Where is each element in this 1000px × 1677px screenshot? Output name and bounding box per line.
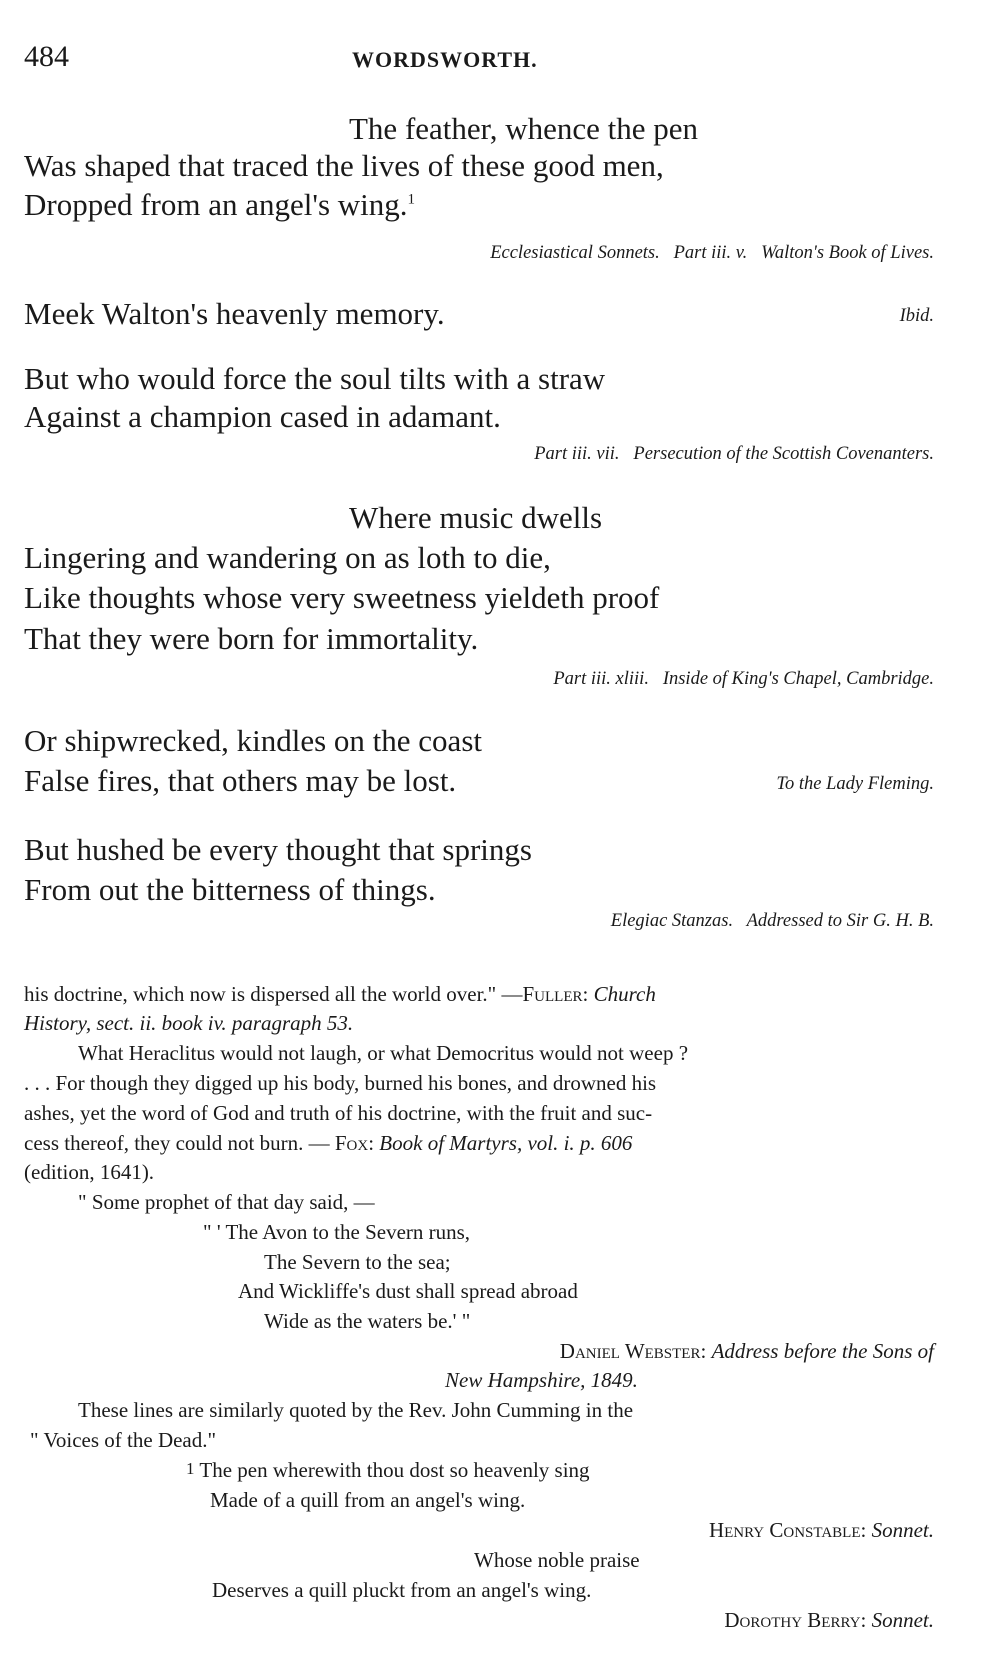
citation: Part iii. xliii. Inside of King's Chapel, Cambridge.: [553, 669, 934, 689]
separator: :: [860, 1608, 872, 1632]
footnote-line: [186, 1460, 590, 1481]
work-title: Address before the Sons of: [711, 1339, 934, 1363]
verse-line: But hushed be every thought that springs: [24, 832, 532, 867]
verse-line: That they were born for immortality.: [24, 621, 479, 656]
author-name: Dorothy Berry: [724, 1608, 861, 1632]
attribution: [724, 1610, 934, 1631]
work-title: Sonnet.: [871, 1608, 934, 1632]
citation: Ibid.: [899, 306, 934, 326]
verse-line: Lingering and wandering on as loth to die,: [24, 540, 551, 575]
verse-line: Against a champion cased in adamant.: [24, 399, 501, 434]
note-line: " Voices of the Dead.": [30, 1428, 217, 1452]
note-verse-line: The Severn to the sea;: [264, 1250, 451, 1274]
note-verse-line: And Wickliffe's dust shall spread abroad: [238, 1279, 578, 1303]
footnote-text: The pen wherewith thou dost so heavenly sing: [199, 1458, 590, 1482]
page-number: 484: [24, 40, 69, 73]
verse-text: Dropped from an angel's wing.: [24, 187, 408, 222]
citation: Part iii. vii. Persecution of the Scottish Covenanters.: [534, 444, 934, 464]
author-name: Henry Constable: [708, 1518, 861, 1542]
footnote-line: Whose noble praise: [474, 1548, 640, 1572]
note-line: These lines are similarly quoted by the Rev. John Cumming in the: [78, 1398, 634, 1422]
footnote-line: Made of a quill from an angel's wing.: [210, 1488, 526, 1512]
attribution: New Hampshire, 1849.: [445, 1368, 638, 1392]
note-line: [24, 1133, 632, 1154]
verse-line: From out the bitterness of things.: [24, 872, 436, 907]
attribution: [709, 1520, 934, 1541]
separator: :: [582, 982, 594, 1006]
author-name: Fox: [334, 1131, 369, 1155]
separator: :: [368, 1131, 380, 1155]
verse-line: Meek Walton's heavenly memory.: [24, 296, 445, 331]
author-name: Fuller: [522, 982, 583, 1006]
citation: To the Lady Fleming.: [776, 774, 934, 794]
citation: Elegiac Stanzas. Addressed to Sir G. H. B.: [610, 911, 934, 931]
note-line: . . . For though they digged up his body, burned his bones, and drowned his: [24, 1071, 657, 1095]
footnote-ref: 1: [407, 191, 416, 208]
attribution: [560, 1341, 934, 1362]
note-text: cess thereof, they could not burn. —: [24, 1131, 335, 1155]
note-line: ashes, yet the word of God and truth of his doctrine, with the fruit and suc-: [24, 1101, 653, 1125]
verse-line: [24, 189, 415, 220]
verse-line: Where music dwells: [349, 500, 603, 535]
note-text: his doctrine, which now is dispersed all the world over." —: [24, 982, 523, 1006]
work-title: Sonnet.: [871, 1518, 934, 1542]
work-title: Book of Martyrs, vol. i. p. 606: [379, 1131, 633, 1155]
running-head: WORDSWORTH.: [352, 47, 538, 72]
verse-line: The feather, whence the pen: [349, 111, 699, 146]
verse-line: Or shipwrecked, kindles on the coast: [24, 723, 482, 758]
note-verse-line: " ' The Avon to the Severn runs,: [203, 1220, 471, 1244]
note-line: " Some prophet of that day said, —: [78, 1190, 375, 1214]
note-line: What Heraclitus would not laugh, or what Democritus would not weep ?: [78, 1041, 689, 1065]
note-line: History, sect. ii. book iv. paragraph 53.: [24, 1011, 354, 1035]
verse-line: Like thoughts whose very sweetness yieldeth proof: [24, 580, 660, 615]
note-verse-line: Wide as the waters be.' ": [264, 1309, 471, 1333]
work-title: Church: [593, 982, 656, 1006]
verse-line: Was shaped that traced the lives of these good men,: [24, 148, 664, 183]
verse-line: But who would force the soul tilts with a straw: [24, 361, 606, 396]
citation: Ecclesiastical Sonnets. Part iii. v. Walton's Book of Lives.: [490, 243, 934, 263]
note-line: [24, 984, 656, 1005]
verse-line: False fires, that others may be lost.: [24, 763, 457, 798]
footnote-marker: 1: [186, 1459, 195, 1478]
separator: :: [860, 1518, 872, 1542]
separator: :: [700, 1339, 712, 1363]
author-name: Daniel Webster: [559, 1339, 701, 1363]
footnote-line: Deserves a quill pluckt from an angel's wing.: [212, 1578, 592, 1602]
note-line: (edition, 1641).: [24, 1160, 155, 1184]
